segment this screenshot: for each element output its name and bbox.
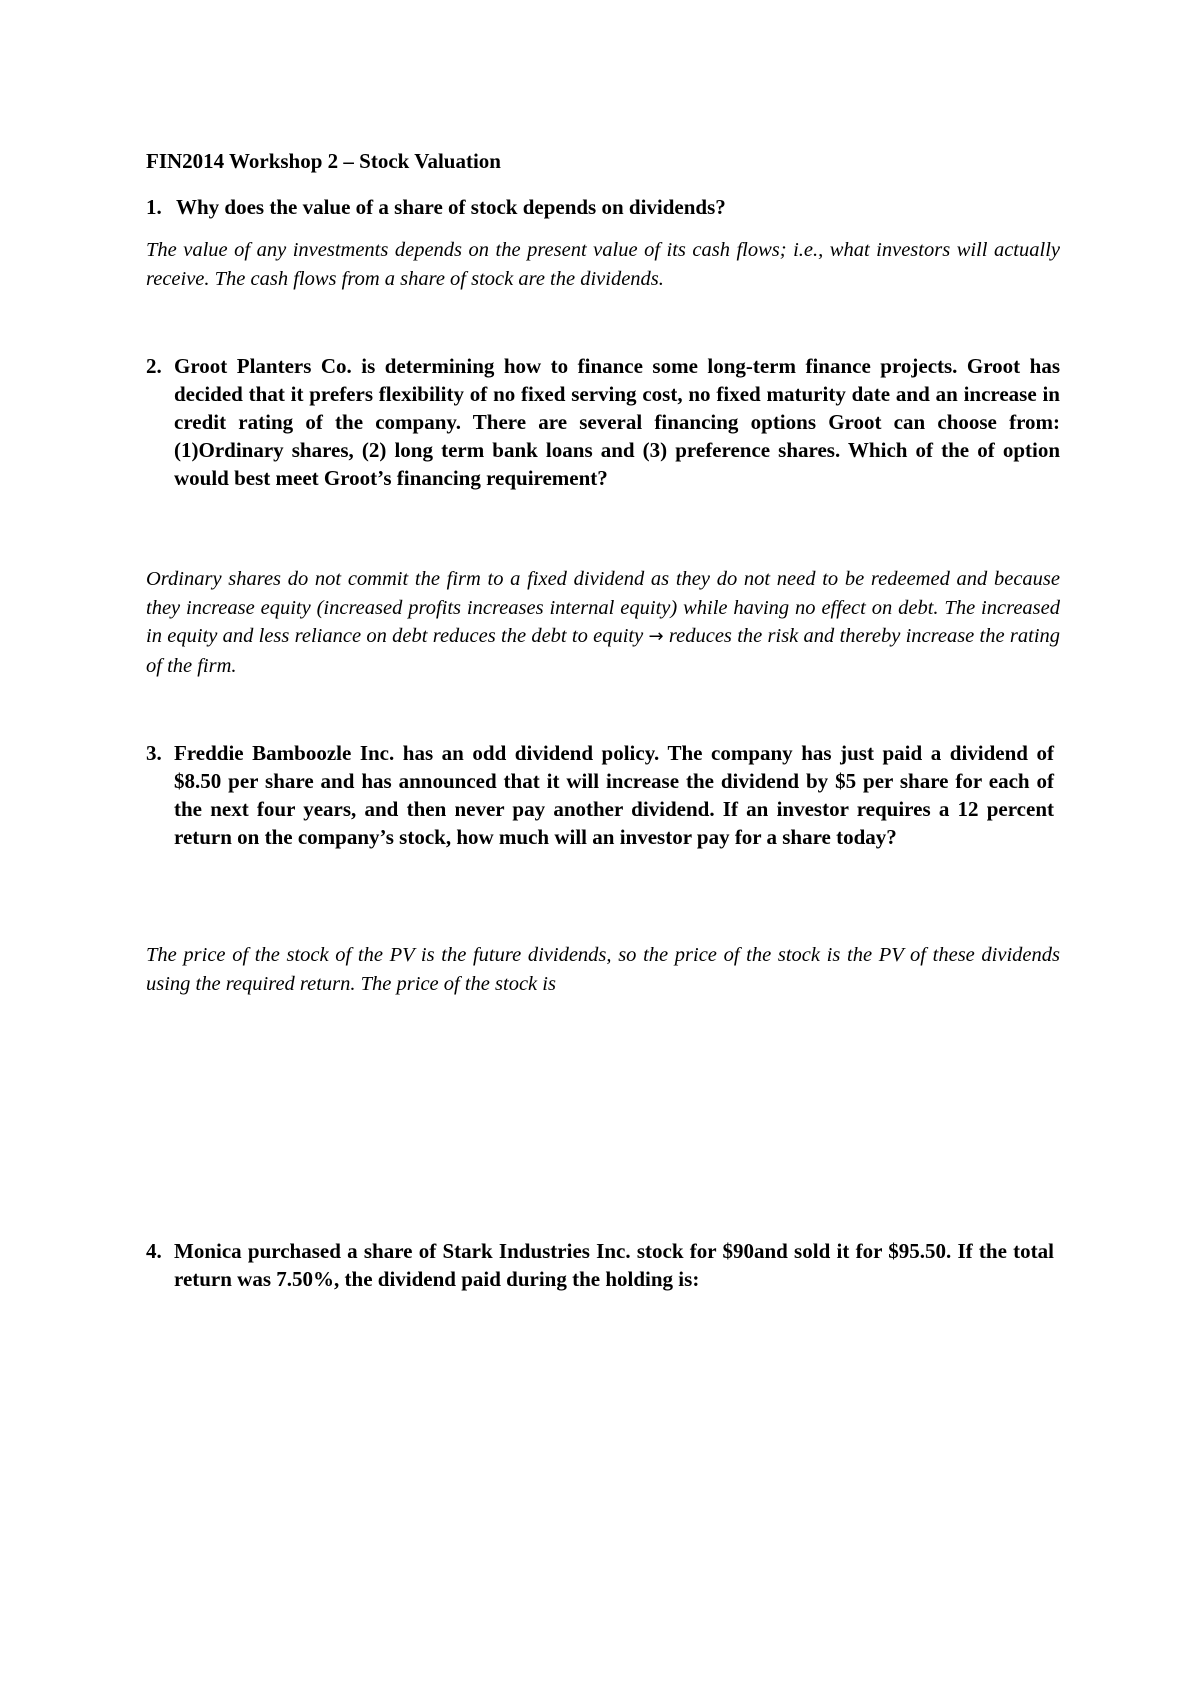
question-3-number: 3. [146, 741, 162, 765]
question-2-number: 2. [146, 354, 162, 378]
answer-2 [146, 565, 1060, 680]
question-1-number: 1. [146, 195, 162, 219]
question-4-text: Monica purchased a share of Stark Industries Inc. stock for $90and sold it for $95.50. If the total return was 7.50%, the dividend paid during the holding is: [174, 1239, 1054, 1291]
answer-2-text-part2: reduces the risk and thereby increase the rating of the firm. [146, 625, 1061, 677]
answer-1: The value of any investments depends on the present value of its cash flows; i.e., what investors will actually receive. The cash flows from a share of stock are the dividends. [146, 239, 1060, 290]
question-2 [146, 352, 1060, 492]
question-4-number: 4. [146, 1239, 162, 1263]
question-1 [146, 193, 1060, 221]
page-title: FIN2014 Workshop 2 – Stock Valuation [146, 149, 501, 173]
right-arrow-icon: → [648, 626, 664, 647]
question-3-text: Freddie Bamboozle Inc. has an odd dividend policy. The company has just paid a dividend of $8.50 per share and has announced that it will increase the dividend by $5 per share for each of the next four years, and then never pay another dividend. If an investor requires a 12 percent return on the company’s stock, how much will an investor pay for a share today? [174, 741, 1054, 849]
question-4 [146, 1237, 1054, 1293]
question-1-text: Why does the value of a share of stock depends on dividends? [176, 195, 726, 219]
answer-3: The price of the stock of the PV is the future dividends, so the price of the stock is the PV of these dividends using the required return. The price of the stock is [146, 944, 1060, 995]
answer-2-text-part1: Ordinary shares do not commit the firm to a fixed dividend as they do not need to be redeemed and because they increase equity (increased profits increases internal equity) while having no effect on debt. The increased in equity and less reliance on debt reduces the debt to equity [146, 568, 1060, 647]
question-2-text: Groot Planters Co. is determining how to finance some long-term finance projects. Groot has decided that it prefers flexibility of no fixed serving cost, no fixed maturity date and an increase in credit rating of the company. There are several financing options Groot can choose from: (1)Ordinary shares, (2) long term bank loans and (3) preference shares. Which of the of option would best meet Groot’s financing requirement? [174, 354, 1060, 490]
question-3 [146, 739, 1054, 851]
